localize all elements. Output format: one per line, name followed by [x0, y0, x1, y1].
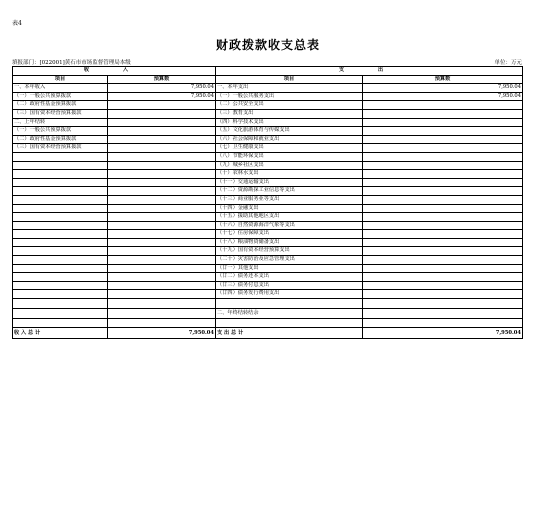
expense-item-cell: （廿四）债务发行费用支出	[216, 290, 363, 299]
income-value-cell	[108, 213, 216, 222]
expense-value-cell	[363, 221, 523, 230]
expense-value-cell: 7,950.04	[363, 92, 523, 101]
income-value-cell	[108, 309, 216, 319]
income-value-cell	[108, 109, 216, 118]
reporting-unit: 填报部门：[022001]黄石市市场监督管理局本级	[12, 60, 131, 66]
column-header-row	[13, 75, 523, 84]
table-row	[13, 178, 523, 187]
expense-item-cell	[216, 319, 363, 328]
expense-item-cell: （八）节能环保支出	[216, 152, 363, 161]
expense-item-cell: 一、本年支出	[216, 84, 363, 93]
income-value-cell	[108, 264, 216, 273]
table-row	[13, 221, 523, 230]
table-row	[13, 170, 523, 179]
expense-value-cell	[363, 238, 523, 247]
income-item-cell	[13, 170, 108, 179]
expense-value-cell	[363, 299, 523, 309]
income-item-cell	[13, 178, 108, 187]
table-row	[13, 273, 523, 282]
income-item-cell	[13, 204, 108, 213]
income-value-cell: 7,950.04	[108, 92, 216, 101]
income-item-cell: （三）国有资本经营预算拨款	[13, 144, 108, 153]
income-value-cell	[108, 319, 216, 328]
expense-value-cell	[363, 144, 523, 153]
expense-value-cell	[363, 101, 523, 110]
income-value-cell	[108, 290, 216, 299]
income-total-label: 收 入 总 计	[13, 327, 108, 338]
expense-item-cell: （十六）自然资源海洋气象等支出	[216, 221, 363, 230]
income-item-cell	[13, 221, 108, 230]
expense-item-cell: （二）公共安全支出	[216, 101, 363, 110]
income-item-cell: （三）国有资本经营预算拨款	[13, 109, 108, 118]
expense-item-cell: （十三）商业服务业等支出	[216, 195, 363, 204]
expense-total-value: 7,950.04	[363, 327, 523, 338]
income-item-cell	[13, 247, 108, 256]
table-row	[13, 187, 523, 196]
income-value-cell: 7,950.04	[108, 84, 216, 93]
expense-value-cell	[363, 187, 523, 196]
income-value-cell	[108, 118, 216, 127]
table-row	[13, 309, 523, 319]
expense-value-cell	[363, 264, 523, 273]
income-section-header: 收 入	[13, 67, 216, 76]
table-row	[13, 92, 523, 101]
income-value-cell	[108, 238, 216, 247]
income-value-cell	[108, 178, 216, 187]
table-row	[13, 144, 523, 153]
income-value-cell	[108, 204, 216, 213]
table-row	[13, 135, 523, 144]
expense-value-cell	[363, 319, 523, 328]
income-item-cell	[13, 195, 108, 204]
income-value-cell	[108, 230, 216, 239]
table-row	[13, 101, 523, 110]
expense-item-cell: （四）科学技术支出	[216, 118, 363, 127]
table-row	[13, 109, 523, 118]
table-row	[13, 161, 523, 170]
expense-item-cell: （廿三）债务付息支出	[216, 281, 363, 290]
income-value-cell	[108, 161, 216, 170]
expense-value-cell	[363, 152, 523, 161]
income-value-cell	[108, 195, 216, 204]
expense-item-cell: （十七）住房保障支出	[216, 230, 363, 239]
expense-item-cell: （七）卫生健康支出	[216, 144, 363, 153]
income-item-cell	[13, 281, 108, 290]
expense-value-cell	[363, 170, 523, 179]
table-row	[13, 247, 523, 256]
page-title: 财政拨款收支总表	[215, 38, 320, 52]
expense-item-cell: （十九）国有资本经营预算支出	[216, 247, 363, 256]
income-item-cell	[13, 264, 108, 273]
expense-item-cell: （十一）交通运输支出	[216, 178, 363, 187]
income-item-cell	[13, 256, 108, 265]
expense-item-cell: （十五）援助其他地区支出	[216, 213, 363, 222]
income-item-cell	[13, 319, 108, 328]
section-header-row	[13, 67, 523, 76]
expense-item-cell	[216, 299, 363, 309]
expense-value-cell	[363, 290, 523, 299]
income-budget-header: 预算数	[108, 75, 216, 84]
table-row	[13, 299, 523, 309]
income-item-header: 项目	[13, 75, 108, 84]
expense-section-header: 支 出	[216, 67, 523, 76]
income-item-cell: 一、本年收入	[13, 84, 108, 93]
expense-item-cell: （六）社会保障和就业支出	[216, 135, 363, 144]
expense-item-cell: （二十）灾害防治及应急管理支出	[216, 256, 363, 265]
income-item-cell	[13, 187, 108, 196]
income-item-cell: （一）一般公共预算拨款	[13, 92, 108, 101]
income-item-cell	[13, 309, 108, 319]
expense-value-cell	[363, 273, 523, 282]
expense-item-cell: （五）文化旅游体育与传媒支出	[216, 127, 363, 136]
expense-item-cell: （十）农林水支出	[216, 170, 363, 179]
expense-value-cell	[363, 195, 523, 204]
table-row	[13, 230, 523, 239]
expense-value-cell	[363, 127, 523, 136]
table-row	[13, 256, 523, 265]
table-row	[13, 152, 523, 161]
income-value-cell	[108, 281, 216, 290]
income-value-cell	[108, 221, 216, 230]
expense-value-cell	[363, 213, 523, 222]
table-row	[13, 281, 523, 290]
expense-value-cell	[363, 281, 523, 290]
income-value-cell	[108, 127, 216, 136]
expense-value-cell	[363, 118, 523, 127]
income-item-cell: （二）政府性基金预算拨款	[13, 101, 108, 110]
income-item-cell	[13, 161, 108, 170]
income-value-cell	[108, 273, 216, 282]
income-item-cell	[13, 238, 108, 247]
expense-value-cell	[363, 109, 523, 118]
table-row	[13, 238, 523, 247]
budget-summary-table	[12, 66, 523, 339]
expense-total-label: 支 出 总 计	[216, 327, 363, 338]
income-item-cell: （一）一般公共预算拨款	[13, 127, 108, 136]
table-row	[13, 127, 523, 136]
income-value-cell	[108, 256, 216, 265]
expense-item-cell: （十二）资源勘探工业信息等支出	[216, 187, 363, 196]
income-total-value: 7,950.04	[108, 327, 216, 338]
expense-item-cell: （三）教育支出	[216, 109, 363, 118]
expense-item-cell: （十四）金融支出	[216, 204, 363, 213]
expense-item-cell: 二、年终结转结余	[216, 309, 363, 319]
expense-value-cell	[363, 204, 523, 213]
expense-value-cell	[363, 230, 523, 239]
expense-value-cell	[363, 247, 523, 256]
table-row	[13, 319, 523, 328]
expense-value-cell	[363, 309, 523, 319]
form-number: 表4	[12, 20, 22, 27]
expense-budget-header: 预算数	[363, 75, 523, 84]
expense-item-cell: （九）城乡社区支出	[216, 161, 363, 170]
income-value-cell	[108, 135, 216, 144]
expense-value-cell	[363, 178, 523, 187]
income-item-cell	[13, 213, 108, 222]
income-item-cell	[13, 299, 108, 309]
income-item-cell: 二、上年结转	[13, 118, 108, 127]
table-row	[13, 213, 523, 222]
income-value-cell	[108, 152, 216, 161]
expense-item-cell: （十八）粮油物资储备支出	[216, 238, 363, 247]
income-item-cell	[13, 230, 108, 239]
table-row	[13, 84, 523, 93]
table-row	[13, 195, 523, 204]
table-row	[13, 204, 523, 213]
table-row	[13, 264, 523, 273]
income-item-cell	[13, 152, 108, 161]
income-item-cell	[13, 273, 108, 282]
income-value-cell	[108, 187, 216, 196]
income-value-cell	[108, 101, 216, 110]
expense-value-cell: 7,950.04	[363, 84, 523, 93]
table-row	[13, 290, 523, 299]
income-value-cell	[108, 247, 216, 256]
income-value-cell	[108, 144, 216, 153]
expense-item-cell: （廿二）债务还本支出	[216, 273, 363, 282]
expense-item-cell: （廿一）其他支出	[216, 264, 363, 273]
expense-value-cell	[363, 256, 523, 265]
income-item-cell	[13, 290, 108, 299]
income-value-cell	[108, 299, 216, 309]
income-item-cell: （二）政府性基金预算拨款	[13, 135, 108, 144]
income-value-cell	[108, 170, 216, 179]
expense-item-header: 项目	[216, 75, 363, 84]
table-row	[13, 118, 523, 127]
expense-value-cell	[363, 135, 523, 144]
unit-of-measure: 单位：万元	[494, 60, 522, 66]
expense-value-cell	[363, 161, 523, 170]
expense-item-cell: （一）一般公共服务支出	[216, 92, 363, 101]
totals-row	[13, 327, 523, 338]
